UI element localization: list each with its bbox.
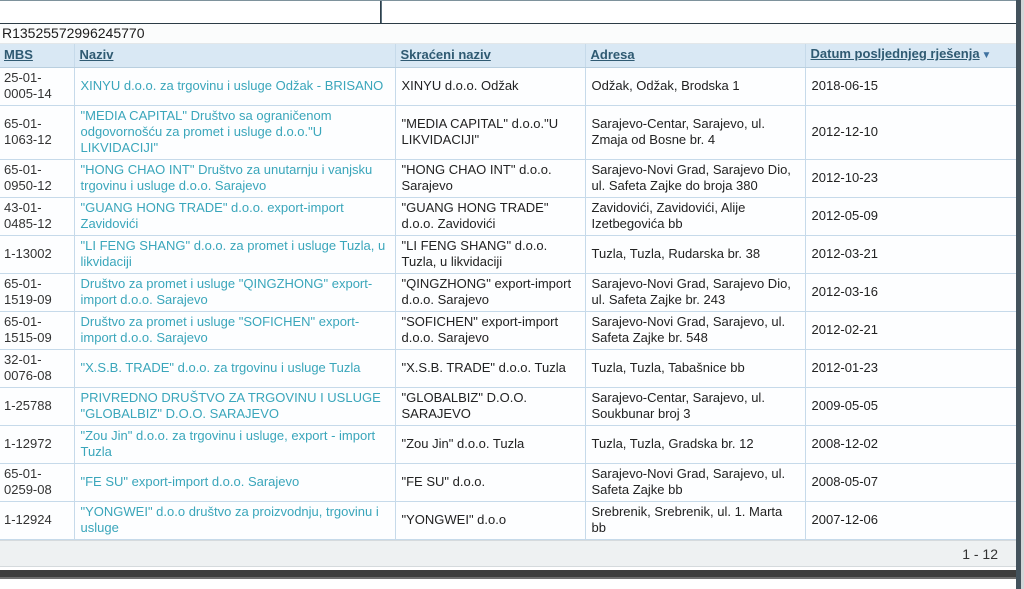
table-row bbox=[0, 502, 1016, 540]
naziv-cell bbox=[74, 160, 395, 198]
datum-cell: 2007-12-06 bbox=[805, 502, 1016, 540]
datum-cell: 2008-12-02 bbox=[805, 426, 1016, 464]
page-range-label: 1 - 12 bbox=[962, 545, 998, 562]
naziv-cell bbox=[74, 236, 395, 274]
skraceni-naziv-cell: "X.S.B. TRADE" d.o.o. Tuzla bbox=[395, 350, 585, 388]
table-row bbox=[0, 464, 1016, 502]
page-title: Rezultati pretrage bbox=[10, 4, 120, 20]
datum-cell: 2012-01-23 bbox=[805, 350, 1016, 388]
table-row bbox=[0, 426, 1016, 464]
column-header-mbs bbox=[0, 44, 74, 68]
mbs-cell: 1-12972 bbox=[0, 426, 74, 464]
sort-desc-icon: ▼ bbox=[981, 50, 992, 61]
table-row bbox=[0, 312, 1016, 350]
mbs-cell: 43-01-0485-12 bbox=[0, 198, 74, 236]
skraceni-naziv-cell: "MEDIA CAPITAL" d.o.o."U LIKVIDACIJI" bbox=[395, 106, 585, 160]
company-name-link[interactable]: PRIVREDNO DRUŠTVO ZA TRGOVINU I USLUGE "GLOBALBIZ" D.O.O. SARAJEVO bbox=[80, 390, 381, 421]
adresa-cell: Tuzla, Tuzla, Rudarska br. 38 bbox=[585, 236, 805, 274]
table-row bbox=[0, 160, 1016, 198]
datum-cell: 2018-06-15 bbox=[805, 68, 1016, 106]
table-header-row bbox=[0, 44, 1016, 68]
naziv-cell bbox=[74, 502, 395, 540]
skraceni-naziv-cell: "FE SU" d.o.o. bbox=[395, 464, 585, 502]
change-params-section bbox=[381, 1, 1016, 23]
adresa-cell: Sarajevo-Centar, Sarajevo, ul. Zmaja od Bosne br. 4 bbox=[585, 106, 805, 160]
mbs-cell: 1-13002 bbox=[0, 236, 74, 274]
datum-cell: 2008-05-07 bbox=[805, 464, 1016, 502]
company-name-link[interactable]: "FE SU" export-import d.o.o. Sarajevo bbox=[80, 474, 300, 489]
datum-sort-link[interactable]: Datum posljednjeg rješenja bbox=[810, 46, 980, 61]
company-name-link[interactable]: Društvo za promet i usluge "SOFICHEN" export-import d.o.o. Sarajevo bbox=[80, 314, 360, 345]
naziv-cell bbox=[74, 350, 395, 388]
table-row bbox=[0, 350, 1016, 388]
column-header-datum bbox=[805, 44, 1016, 68]
pagination-bar bbox=[0, 540, 1016, 567]
mbs-cell: 65-01-0259-08 bbox=[0, 464, 74, 502]
naziv-sort-link[interactable]: Naziv bbox=[79, 47, 114, 62]
column-header-adresa bbox=[585, 44, 805, 68]
mbs-cell: 1-12924 bbox=[0, 502, 74, 540]
naziv-cell bbox=[74, 68, 395, 106]
skraceni-naziv-cell: "LI FENG SHANG" d.o.o. Tuzla, u likvidaciji bbox=[395, 236, 585, 274]
naziv-cell bbox=[74, 388, 395, 426]
skraceni-naziv-sort-link[interactable]: Skraćeni naziv bbox=[400, 47, 491, 62]
company-name-link[interactable]: "LI FENG SHANG" d.o.o. za promet i usluge Tuzla, u likvidaciji bbox=[80, 238, 386, 269]
company-name-link[interactable]: "YONGWEI" d.o.o društvo za proizvodnju, trgovinu i usluge bbox=[80, 504, 379, 535]
company-name-link[interactable]: Društvo za promet i usluge "QINGZHONG" export-import d.o.o. Sarajevo bbox=[80, 276, 373, 307]
adresa-cell: Odžak, Odžak, Brodska 1 bbox=[585, 68, 805, 106]
adresa-cell: Sarajevo-Novi Grad, Sarajevo, ul. Safeta Zajke br. 548 bbox=[585, 312, 805, 350]
mbs-cell: 65-01-0950-12 bbox=[0, 160, 74, 198]
table-row bbox=[0, 388, 1016, 426]
top-bar bbox=[0, 0, 1016, 24]
datum-cell: 2012-03-16 bbox=[805, 274, 1016, 312]
table-row bbox=[0, 106, 1016, 160]
bottom-edge-bar bbox=[0, 570, 1024, 579]
skraceni-naziv-cell: XINYU d.o.o. Odžak bbox=[395, 68, 585, 106]
adresa-cell: Sarajevo-Centar, Sarajevo, ul. Soukbunar broj 3 bbox=[585, 388, 805, 426]
datum-cell: 2012-10-23 bbox=[805, 160, 1016, 198]
datum-cell: 2012-12-10 bbox=[805, 106, 1016, 160]
skraceni-naziv-cell: "Zou Jin" d.o.o. Tuzla bbox=[395, 426, 585, 464]
results-body bbox=[0, 68, 1016, 540]
datum-cell: 2012-05-09 bbox=[805, 198, 1016, 236]
datum-cell: 2012-02-21 bbox=[805, 312, 1016, 350]
table-row bbox=[0, 274, 1016, 312]
skraceni-naziv-cell: "SOFICHEN" export-import d.o.o. Sarajevo bbox=[395, 312, 585, 350]
company-name-link[interactable]: "X.S.B. TRADE" d.o.o. za trgovinu i usluge Tuzla bbox=[80, 360, 361, 375]
skraceni-naziv-cell: "YONGWEI" d.o.o bbox=[395, 502, 585, 540]
naziv-cell bbox=[74, 312, 395, 350]
results-header-section bbox=[0, 1, 381, 23]
mbs-cell: 25-01-0005-14 bbox=[0, 68, 74, 106]
adresa-cell: Sarajevo-Novi Grad, Sarajevo Dio, ul. Safeta Zajke do broja 380 bbox=[585, 160, 805, 198]
naziv-cell bbox=[74, 426, 395, 464]
mbs-cell: 65-01-1519-09 bbox=[0, 274, 74, 312]
adresa-cell: Zavidovići, Zavidovići, Alije Izetbegovića bb bbox=[585, 198, 805, 236]
adresa-cell: Sarajevo-Novi Grad, Sarajevo, ul. Safeta Zajke bb bbox=[585, 464, 805, 502]
company-name-link[interactable]: "Zou Jin" d.o.o. za trgovinu i usluge, export - import Tuzla bbox=[80, 428, 376, 459]
skraceni-naziv-cell: "GLOBALBIZ" D.O.O. SARAJEVO bbox=[395, 388, 585, 426]
company-name-link[interactable]: "MEDIA CAPITAL" Društvo sa ograničenom odgovornošću za promet i usluge d.o.o."U LIKVIDACIJI" bbox=[80, 108, 332, 155]
mbs-cell: 65-01-1515-09 bbox=[0, 312, 74, 350]
datum-cell: 2009-05-05 bbox=[805, 388, 1016, 426]
datum-cell: 2012-03-21 bbox=[805, 236, 1016, 274]
skraceni-naziv-cell: "QINGZHONG" export-import d.o.o. Sarajevo bbox=[395, 274, 585, 312]
table-row bbox=[0, 236, 1016, 274]
column-header-skraceni-naziv bbox=[395, 44, 585, 68]
adresa-sort-link[interactable]: Adresa bbox=[590, 47, 635, 62]
mbs-sort-link[interactable]: MBS bbox=[4, 47, 33, 62]
skraceni-naziv-cell: "HONG CHAO INT" d.o.o. Sarajevo bbox=[395, 160, 585, 198]
adresa-cell: Tuzla, Tuzla, Gradska br. 12 bbox=[585, 426, 805, 464]
naziv-cell bbox=[74, 198, 395, 236]
search-id-label: R13525572996245770 bbox=[0, 24, 1016, 44]
mbs-cell: 1-25788 bbox=[0, 388, 74, 426]
adresa-cell: Srebrenik, Srebrenik, ul. 1. Marta bb bbox=[585, 502, 805, 540]
mbs-cell: 32-01-0076-08 bbox=[0, 350, 74, 388]
naziv-cell bbox=[74, 274, 395, 312]
results-table bbox=[0, 44, 1017, 540]
table-row bbox=[0, 68, 1016, 106]
mbs-cell: 65-01-1063-12 bbox=[0, 106, 74, 160]
naziv-cell bbox=[74, 106, 395, 160]
column-header-naziv bbox=[74, 44, 395, 68]
company-name-link[interactable]: XINYU d.o.o. za trgovinu i usluge Odžak - BRISANO bbox=[80, 78, 384, 93]
company-name-link[interactable]: "GUANG HONG TRADE" d.o.o. export-import Zavidovići bbox=[80, 200, 344, 231]
skraceni-naziv-cell: "GUANG HONG TRADE" d.o.o. Zavidovići bbox=[395, 198, 585, 236]
adresa-cell: Sarajevo-Novi Grad, Sarajevo Dio, ul. Safeta Zajke br. 243 bbox=[585, 274, 805, 312]
table-row bbox=[0, 198, 1016, 236]
naziv-cell bbox=[74, 464, 395, 502]
adresa-cell: Tuzla, Tuzla, Tabašnice bb bbox=[585, 350, 805, 388]
company-name-link[interactable]: "HONG CHAO INT" Društvo za unutarnju i vanjsku trgovinu i usluge d.o.o. Sarajevo bbox=[80, 162, 373, 193]
change-params-link[interactable]: Promjena parametara pretrage bbox=[388, 4, 577, 20]
